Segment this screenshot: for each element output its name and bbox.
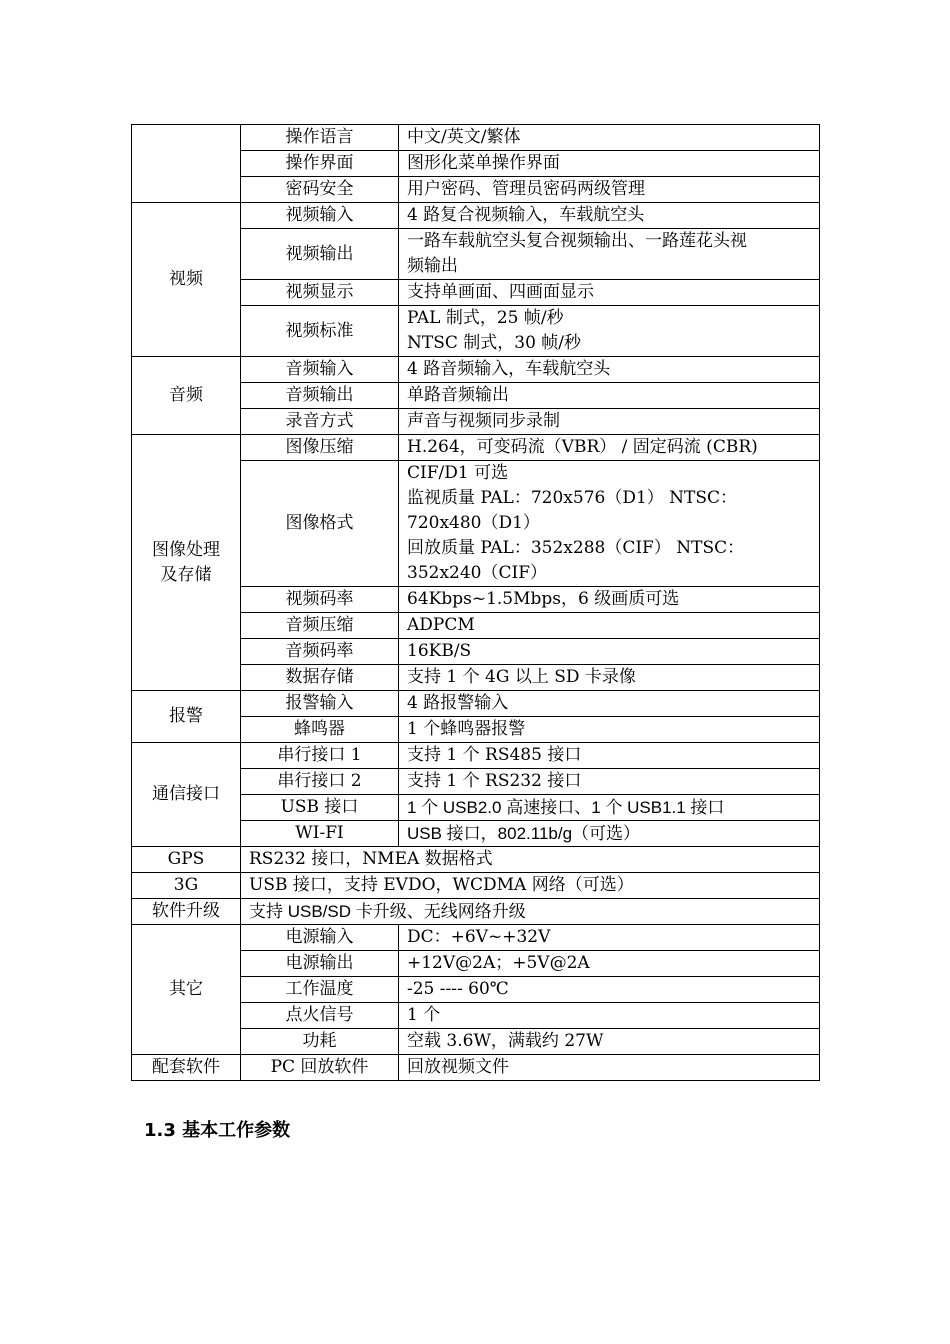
table-row: [132, 1055, 820, 1081]
value-cell: 单路音频输出: [399, 383, 820, 409]
value-cell: H.264，可变码流（VBR） / 固定码流 (CBR): [399, 435, 820, 461]
category-cell-comm: 通信接口: [132, 743, 241, 847]
item-cell: 视频输入: [241, 203, 399, 229]
item-cell: 电源输出: [241, 951, 399, 977]
item-cell: 音频输入: [241, 357, 399, 383]
item-cell: 点火信号: [241, 1003, 399, 1029]
category-cell-upgrade: 软件升级: [132, 899, 241, 925]
item-cell: 工作温度: [241, 977, 399, 1003]
value-cell: 一路车载航空头复合视频输出、一路莲花头视 频输出: [399, 229, 820, 280]
item-cell: 操作语言: [241, 125, 399, 151]
value-cell: PAL 制式，25 帧/秒 NTSC 制式，30 帧/秒: [399, 306, 820, 357]
value-cell: ADPCM: [399, 613, 820, 639]
value-cell: USB 接口，支持 EVDO，WCDMA 网络（可选）: [241, 873, 820, 899]
value-cell: 1 个 USB2.0 高速接口、1 个 USB1.1 接口: [399, 795, 820, 821]
value-cell: CIF/D1 可选 监视质量 PAL：720x576（D1） NTSC： 720x480（D1） 回放质量 PAL：352x288（CIF） NTSC： 352x240（CIF）: [399, 461, 820, 587]
item-cell: 视频标准: [241, 306, 399, 357]
item-cell: USB 接口: [241, 795, 399, 821]
item-cell: 图像格式: [241, 461, 399, 587]
item-cell: 视频输出: [241, 229, 399, 280]
spec-table: [131, 124, 820, 1081]
value-cell: 支持 1 个 RS485 接口: [399, 743, 820, 769]
table-row: [132, 435, 820, 461]
table-row: [132, 743, 820, 769]
category-cell-3g: 3G: [132, 873, 241, 899]
category-cell-alarm: 报警: [132, 691, 241, 743]
value-cell: 1 个: [399, 1003, 820, 1029]
item-cell: 图像压缩: [241, 435, 399, 461]
value-cell: 64Kbps~1.5Mbps，6 级画质可选: [399, 587, 820, 613]
category-cell-software: 配套软件: [132, 1055, 241, 1081]
category-cell-other: 其它: [132, 925, 241, 1055]
item-cell: 操作界面: [241, 151, 399, 177]
table-row: [132, 925, 820, 951]
table-row: [132, 899, 820, 925]
category-cell: [132, 125, 241, 203]
value-cell: USB 接口，802.11b/g（可选）: [399, 821, 820, 847]
value-cell: 支持 1 个 4G 以上 SD 卡录像: [399, 665, 820, 691]
value-cell: 16KB/S: [399, 639, 820, 665]
category-cell-gps: GPS: [132, 847, 241, 873]
value-cell: 支持 USB/SD 卡升级、无线网络升级: [241, 899, 820, 925]
table-row: [132, 873, 820, 899]
value-cell: 回放视频文件: [399, 1055, 820, 1081]
item-cell: 蜂鸣器: [241, 717, 399, 743]
category-cell-audio: 音频: [132, 357, 241, 435]
value-cell: 支持单画面、四画面显示: [399, 280, 820, 306]
value-cell: 空载 3.6W，满载约 27W: [399, 1029, 820, 1055]
table-row: [132, 357, 820, 383]
item-cell: 视频显示: [241, 280, 399, 306]
table-row: [132, 847, 820, 873]
item-cell: 串行接口 2: [241, 769, 399, 795]
value-cell: 4 路复合视频输入，车载航空头: [399, 203, 820, 229]
value-cell: 图形化菜单操作界面: [399, 151, 820, 177]
item-cell: 数据存储: [241, 665, 399, 691]
value-cell: 中文/英文/繁体: [399, 125, 820, 151]
item-cell: 音频码率: [241, 639, 399, 665]
value-cell: -25 ---- 60℃: [399, 977, 820, 1003]
value-cell: 支持 1 个 RS232 接口: [399, 769, 820, 795]
section-heading: 1.3 基本工作参数: [144, 1120, 291, 1141]
item-cell: 音频输出: [241, 383, 399, 409]
item-cell: 录音方式: [241, 409, 399, 435]
table-row: [132, 203, 820, 229]
item-cell: PC 回放软件: [241, 1055, 399, 1081]
item-cell: 音频压缩: [241, 613, 399, 639]
item-cell: 视频码率: [241, 587, 399, 613]
item-cell: 电源输入: [241, 925, 399, 951]
value-cell: 4 路音频输入，车载航空头: [399, 357, 820, 383]
value-cell: 1 个蜂鸣器报警: [399, 717, 820, 743]
table-row: [132, 125, 820, 151]
value-cell: 4 路报警输入: [399, 691, 820, 717]
category-cell-video: 视频: [132, 203, 241, 357]
category-cell-image: 图像处理 及存储: [132, 435, 241, 691]
item-cell: 串行接口 1: [241, 743, 399, 769]
item-cell: 报警输入: [241, 691, 399, 717]
table-row: [132, 691, 820, 717]
value-cell: 声音与视频同步录制: [399, 409, 820, 435]
item-cell: WI-FI: [241, 821, 399, 847]
value-cell: 用户密码、管理员密码两级管理: [399, 177, 820, 203]
value-cell: RS232 接口，NMEA 数据格式: [241, 847, 820, 873]
value-cell: +12V@2A；+5V@2A: [399, 951, 820, 977]
item-cell: 功耗: [241, 1029, 399, 1055]
item-cell: 密码安全: [241, 177, 399, 203]
value-cell: DC：+6V~+32V: [399, 925, 820, 951]
